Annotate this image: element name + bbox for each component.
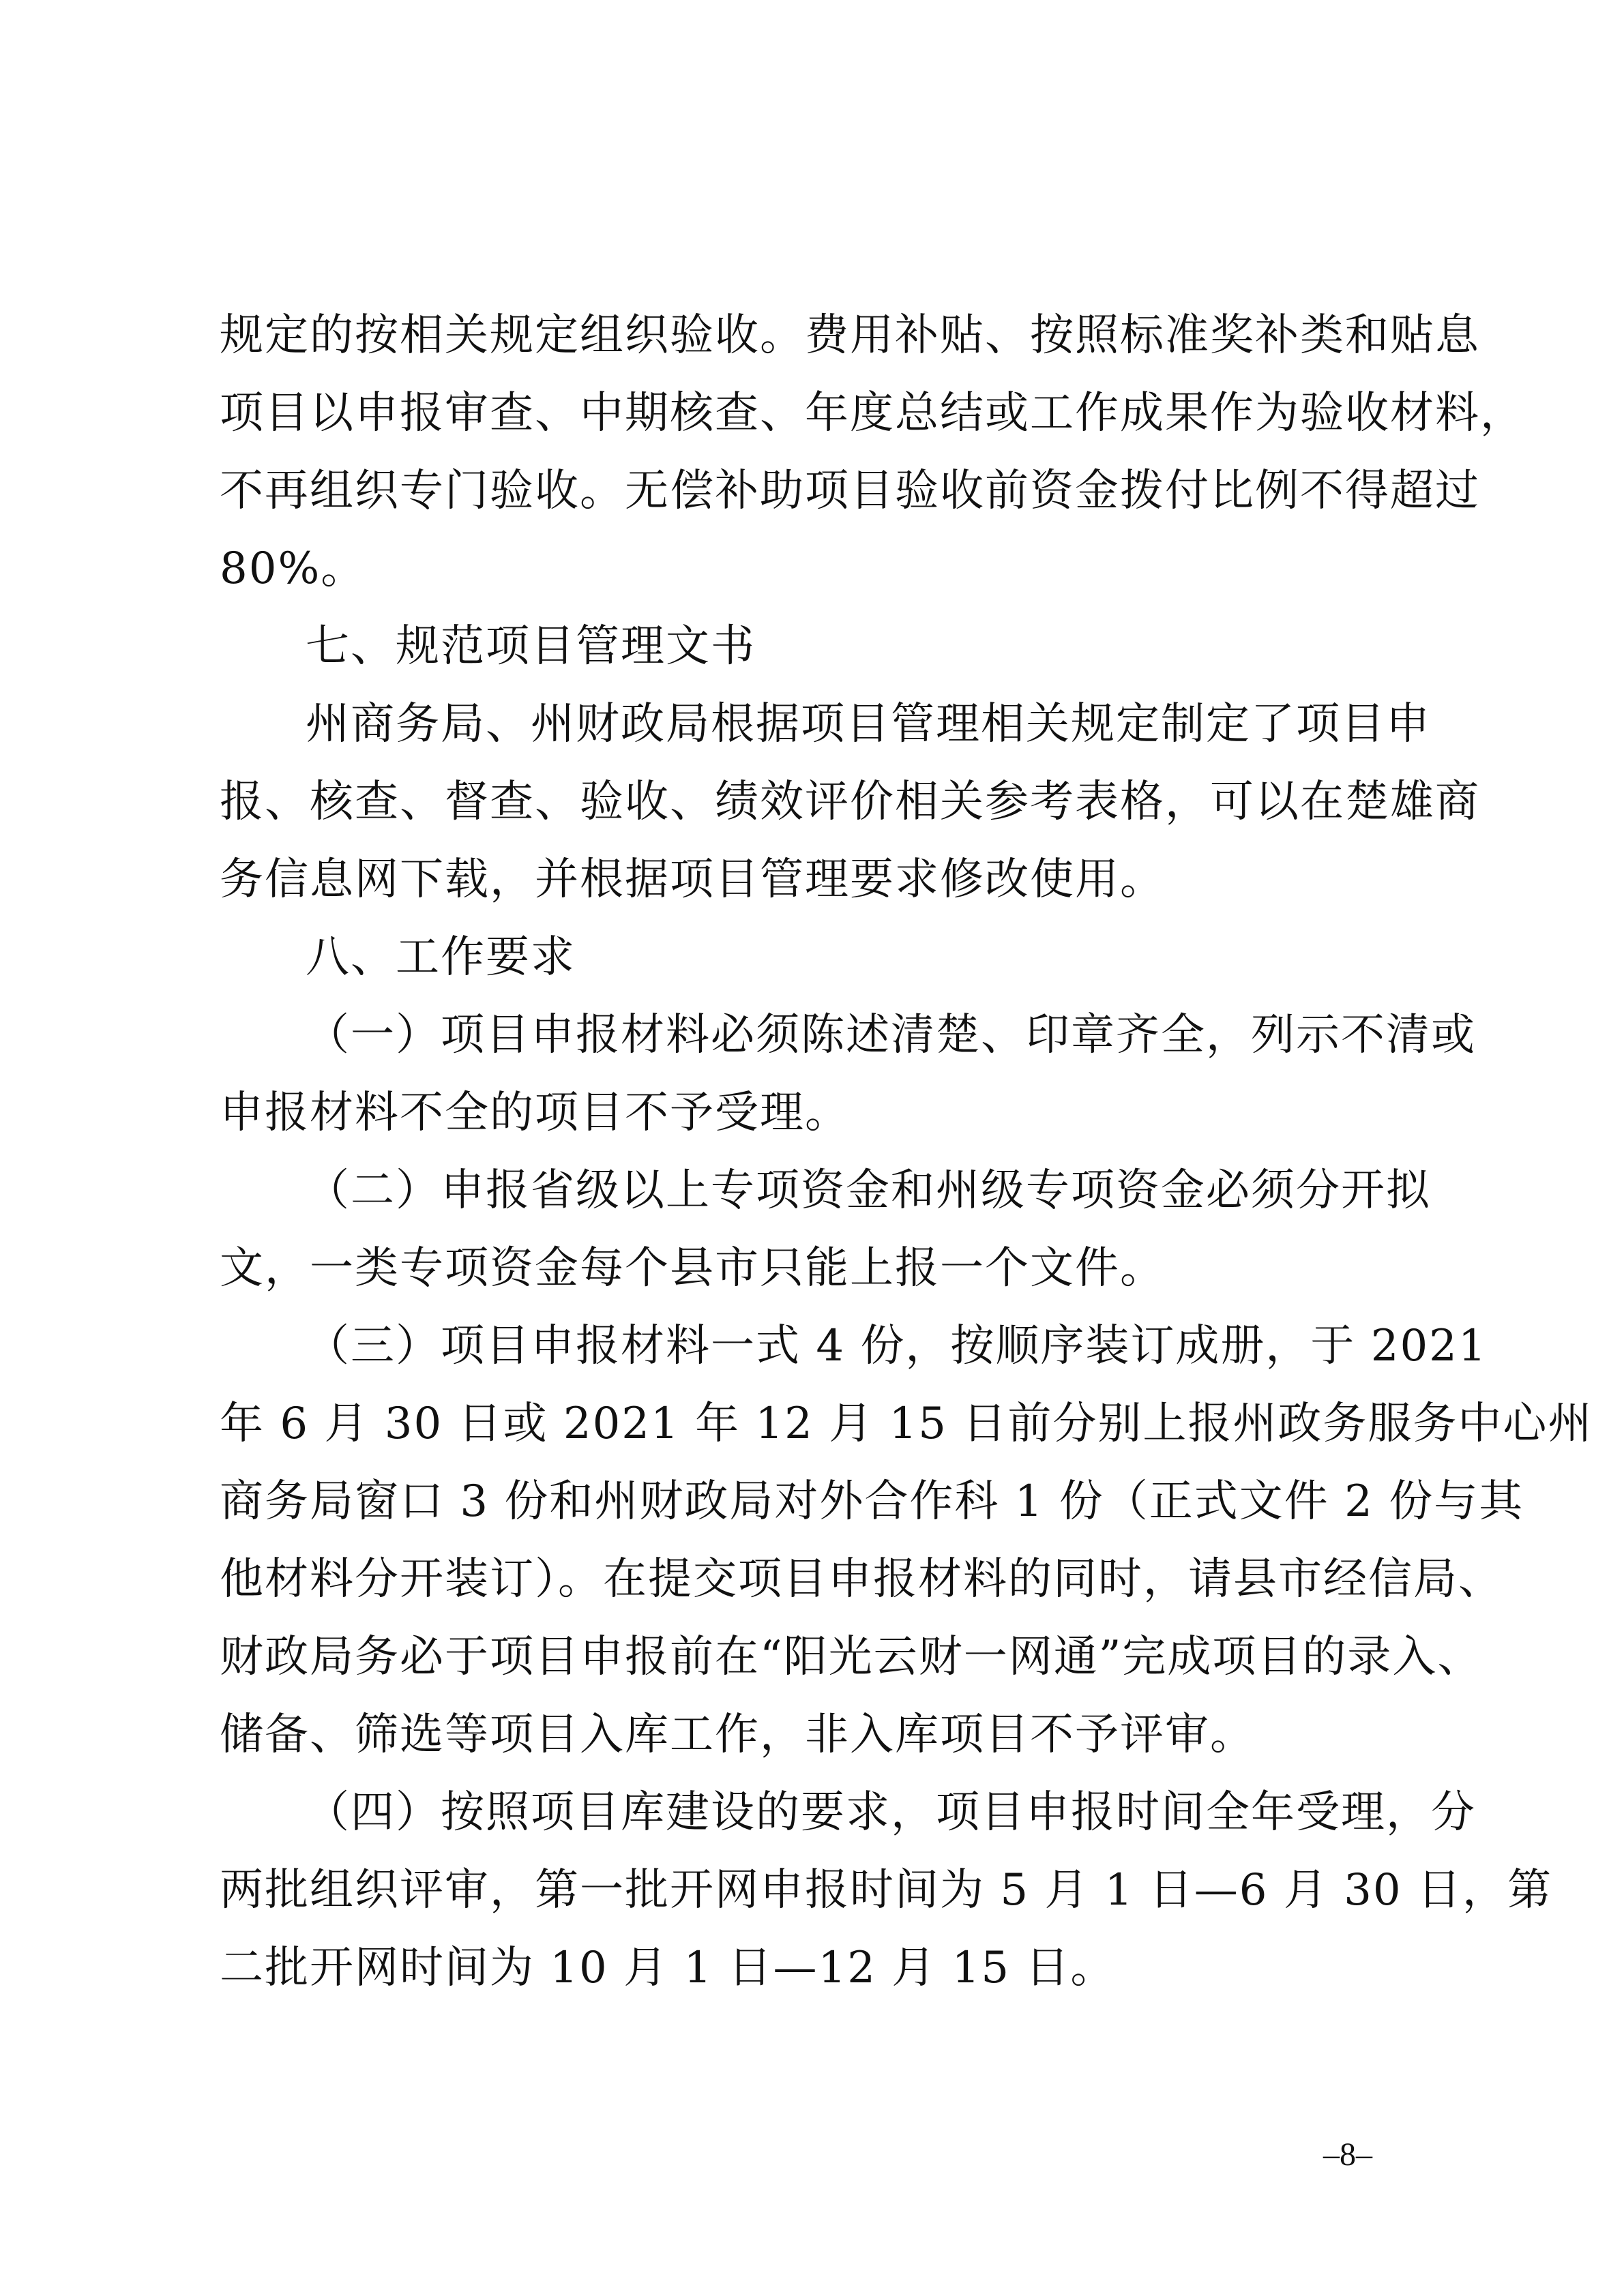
text-line: 州商务局、州财政局根据项目管理相关规定制定了项目申 [306,699,1431,749]
text-line: 他材料分开装订）。在提交项目申报材料的同时，请县市经信局、 [220,1554,1503,1605]
text-line: （一）项目申报材料必须陈述清楚、印章齐全，列示不清或 [306,1010,1476,1060]
text-line: 二批开网时间为 10 月 1 日—12 月 15 日。 [220,1943,1116,1993]
text-line: 商务局窗口 3 份和州财政局对外合作科 1 份（正式文件 2 份与其 [220,1476,1524,1527]
text-line: 报、核查、督查、验收、绩效评价相关参考表格，可以在楚雄商 [220,777,1480,827]
page-number: –8– [1323,2136,1372,2173]
text-line: 年 6 月 30 日或 2021 年 12 月 15 日前分别上报州政务服务中心州 [220,1399,1593,1449]
section-heading: 七、规范项目管理文书 [306,621,756,672]
text-line: 两批组织评审，第一批开网申报时间为 5 月 1 日—6 月 30 日，第 [220,1865,1552,1915]
text-line: 项目以申报审查、中期核查、年度总结或工作成果作为验收材料， [220,388,1525,438]
text-line: 规定的按相关规定组织验收。费用补贴、按照标准奖补类和贴息 [220,310,1480,361]
text-line: 不再组织专门验收。无偿补助项目验收前资金拨付比例不得超过 [220,466,1480,516]
text-line: 文，一类专项资金每个县市只能上报一个文件。 [220,1243,1165,1294]
text-line: 80%。 [220,543,366,594]
text-line: 务信息网下载，并根据项目管理要求修改使用。 [220,854,1165,905]
text-line: （四）按照项目库建设的要求，项目申报时间全年受理，分 [306,1787,1476,1838]
section-heading: 八、工作要求 [306,932,576,983]
text-line: 财政局务必于项目申报前在“阳光云财一网通”完成项目的录入、 [220,1632,1483,1682]
text-line: （三）项目申报材料一式 4 份，按顺序装订成册，于 2021 [306,1321,1488,1371]
text-line: 储备、筛选等项目入库工作，非入库项目不予评审。 [220,1710,1255,1760]
text-line: （二）申报省级以上专项资金和州级专项资金必须分开拟 [306,1165,1431,1216]
text-line: 申报材料不全的项目不予受理。 [220,1088,850,1138]
